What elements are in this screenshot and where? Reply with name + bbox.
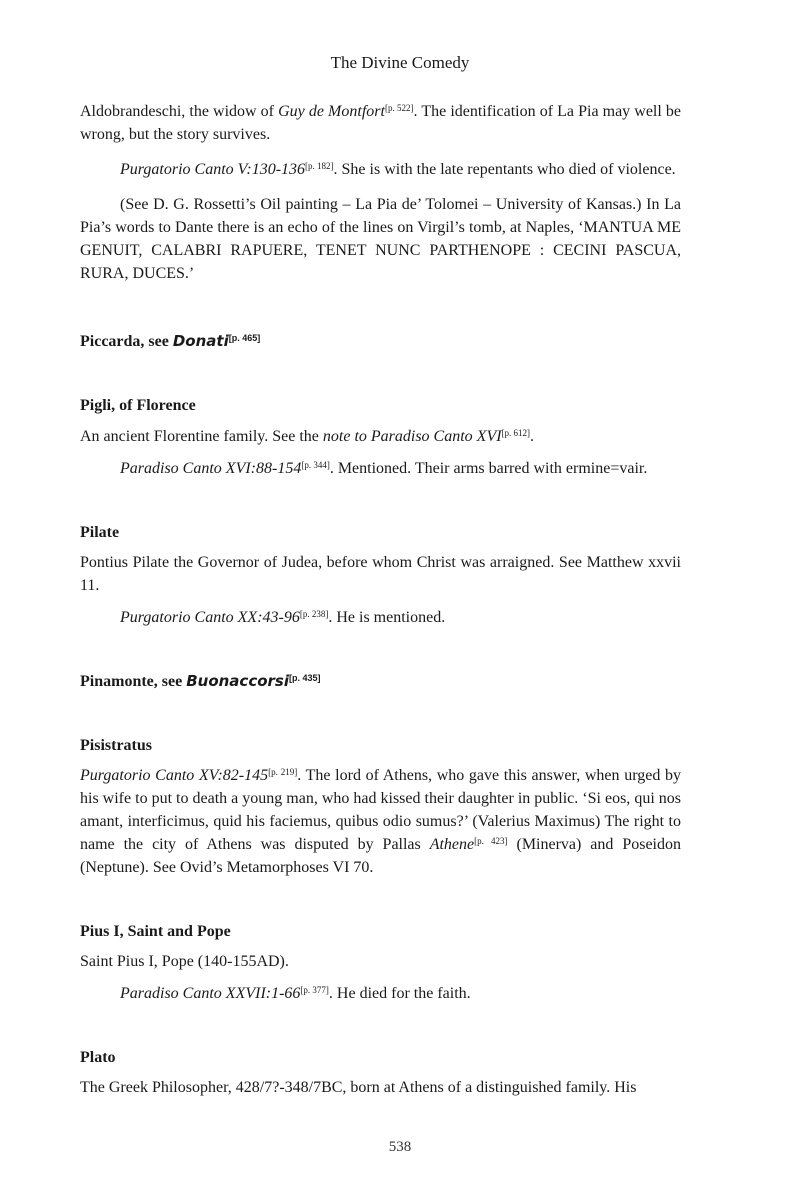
page-reference[interactable]: [p. 435] [288, 673, 321, 683]
entry-heading-pilate: Pilate [80, 524, 120, 541]
note-reference-link[interactable]: note to Paradiso Canto XVI [322, 428, 502, 445]
page-reference[interactable]: [p. 522] [384, 103, 414, 113]
page-reference[interactable]: [p. 423] [474, 836, 508, 846]
canto-reference-link[interactable]: Paradiso Canto XVI:88-154 [120, 460, 302, 477]
entry-heading-plato: Plato [80, 1049, 116, 1066]
entry-heading-piccarda [80, 330, 681, 353]
text: Pinamonte, see [80, 673, 187, 690]
entry-heading-pigli: Pigli, of Florence [80, 397, 196, 414]
entry-heading-pius: Pius I, Saint and Pope [80, 923, 231, 940]
text: . She is with the late repentants who died of violence. [333, 161, 676, 178]
page-reference[interactable]: [p. 219] [268, 767, 298, 777]
page-reference[interactable]: [p. 182] [305, 161, 334, 171]
pilate-paragraph-1: Pontius Pilate the Governor of Judea, before whom Christ was arraigned. See Matthew xxvii 11. [80, 554, 681, 594]
text: . Mentioned. Their arms barred with ermine=vair. [329, 460, 648, 477]
cross-reference-link[interactable]: Donati [172, 332, 229, 350]
running-head: The Divine Comedy [330, 53, 470, 72]
pigli-paragraph-2 [120, 457, 681, 480]
text: (Minerva) and Poseidon (Neptune). See Ovid’s Metamorphoses VI 70. [80, 836, 682, 876]
text: Piccarda, see [80, 333, 173, 350]
page-reference[interactable]: [p. 465] [228, 333, 261, 343]
pisistratus-paragraph-1 [80, 764, 681, 879]
text: An ancient Florentine family. See the [80, 428, 323, 445]
text: Aldobrandeschi, the widow of [80, 103, 279, 120]
cross-reference-link[interactable]: Athene [429, 836, 475, 853]
la-pia-paragraph-1 [80, 100, 681, 146]
canto-reference-link[interactable]: Purgatorio Canto V:130-136 [120, 161, 306, 178]
la-pia-paragraph-2 [80, 158, 681, 181]
canto-reference-link[interactable]: Paradiso Canto XXVII:1-66 [120, 985, 301, 1002]
text: . He died for the faith. [328, 985, 471, 1002]
entry-heading-pisistratus: Pisistratus [80, 737, 152, 754]
text: . The identification of La Pia may well be wrong, but the story survives. [80, 103, 682, 143]
canto-reference-link[interactable]: Purgatorio Canto XV:82-145 [80, 767, 269, 784]
page-number: 538 [388, 1139, 412, 1155]
canto-reference-link[interactable]: Purgatorio Canto XX:43-96 [120, 609, 300, 626]
page-reference[interactable]: [p. 344] [301, 460, 330, 470]
entry-heading-pinamonte [80, 670, 681, 693]
page-body [80, 100, 681, 1099]
page-reference[interactable]: [p. 377] [300, 985, 329, 995]
cross-reference-link[interactable]: Guy de Montfort [278, 103, 385, 120]
page-reference[interactable]: [p. 238] [299, 609, 329, 619]
la-pia-paragraph-3: (See D. G. Rossetti’s Oil painting – La Pia de’ Tolomei – University of Kansas.) In La Pia’s words to Dante there is an echo of the lines on Virgil’s tomb, at Naples, ‘MANTUA ME GENUIT, CALABRI RAPUERE, TENET NUNC PARTHENOPE : CECINI PASCUA, RURA, DUCES.’ [80, 196, 681, 282]
pigli-paragraph-1 [80, 425, 681, 448]
pilate-paragraph-2 [120, 606, 681, 629]
plato-paragraph-1: The Greek Philosopher, 428/7?-348/7BC, born at Athens of a distinguished family. His [80, 1079, 637, 1096]
pius-paragraph-2 [120, 982, 681, 1005]
cross-reference-link[interactable]: Buonaccorsi [186, 672, 289, 690]
text: . The lord of Athens, who gave this answer, when urged by his wife to put to death a young man, who had kissed their daughter in public. ‘Si eos, qui nos amant, interficimus, quid his faciemus, quibus odio sumus?’ (Valerius Maximus) The right to name the city of Athens was disputed by Pallas [80, 767, 681, 853]
page-reference[interactable]: [p. 612] [501, 428, 531, 438]
text: . [530, 428, 535, 445]
text: . He is mentioned. [328, 609, 446, 626]
pius-paragraph-1: Saint Pius I, Pope (140-155AD). [80, 953, 289, 970]
